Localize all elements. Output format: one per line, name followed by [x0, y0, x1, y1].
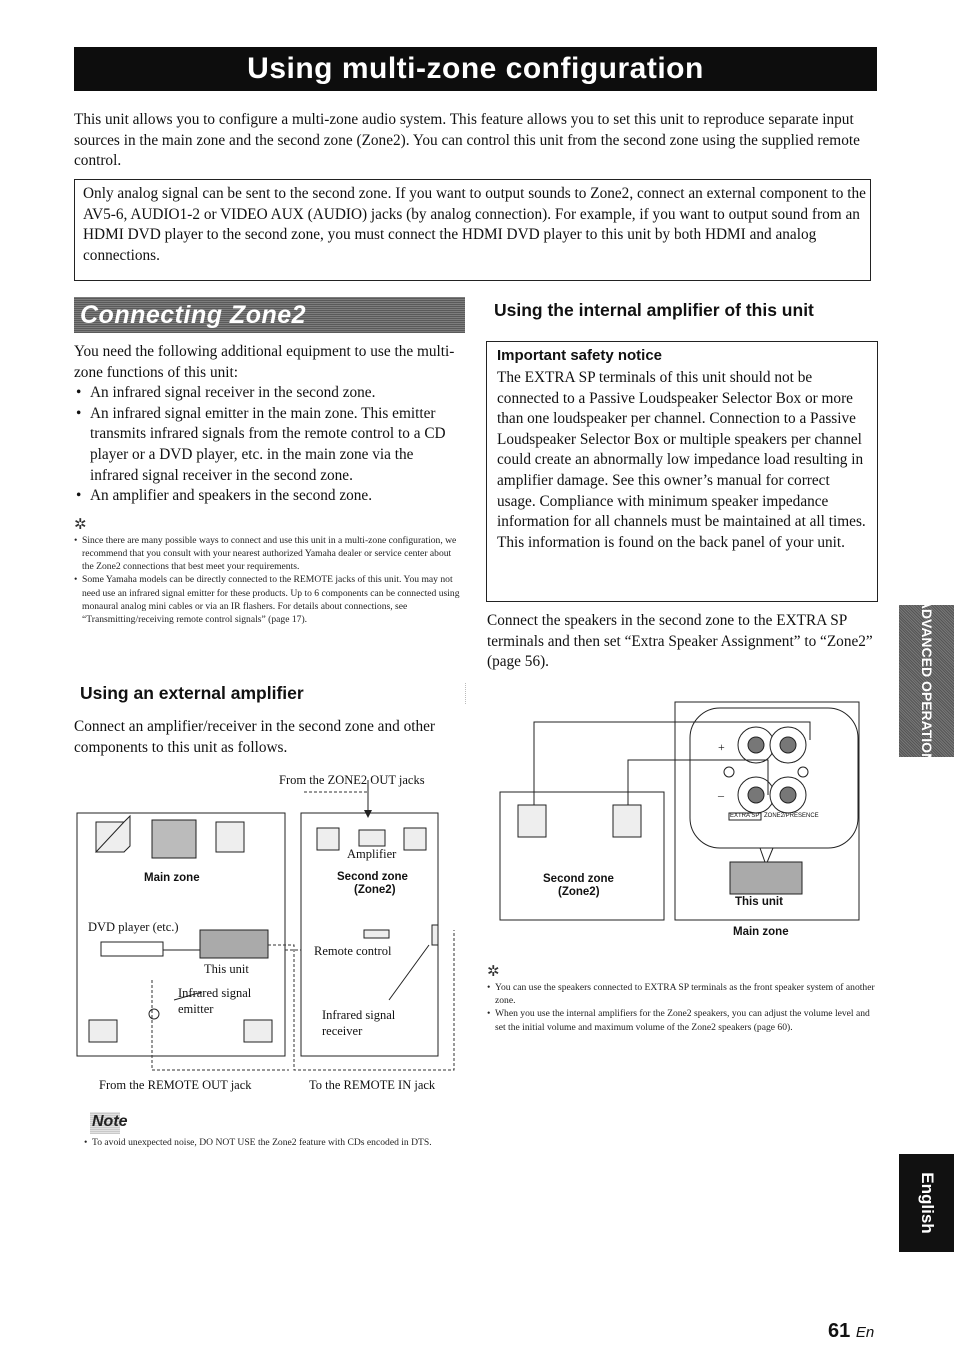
label-remote-control: Remote control — [314, 944, 392, 958]
page-number — [828, 1320, 874, 1343]
external-diagram-lines — [74, 770, 459, 1100]
tip-item: • Some Yamaha models can be directly connected to the REMOTE jacks of this unit. You may not need use an infrared signal emitter for these products. Up to 6 components can be connected using monaural analog mini cables or via an IR flashers. For details about connections, see “Transmitting/receiving remote control signals” (page 17). — [74, 573, 462, 626]
label-second-zone-sub: (Zone2) — [354, 884, 396, 896]
label-dvd-player: DVD player (etc.) — [88, 920, 179, 934]
terminal-sublabel: ZONE2/PRESENCE — [764, 813, 819, 819]
label-main-zone: Main zone — [144, 872, 200, 884]
intro-paragraph: This unit allows you to configure a multi-zone audio system. This feature allows you to set this unit to reproduce separate input sources in the main zone and the second zone (Zone2). You can control this unit from the second zone using the supplied remote control. — [74, 111, 860, 170]
side-tab-english — [899, 1154, 954, 1252]
label-second-zone-right-sub: (Zone2) — [558, 886, 600, 898]
note-label-text: Note — [92, 1113, 128, 1130]
page-number-value: 61 — [828, 1320, 851, 1342]
terminal-plus: + — [718, 740, 725, 754]
external-amplifier-diagram — [74, 770, 459, 1100]
note-badge — [90, 1112, 128, 1134]
label-ir-emitter-1: Infrared signal — [178, 986, 252, 1000]
safety-notice-text: The EXTRA SP terminals of this unit should not be connected to a Passive Loudspeaker Selector Box or more than one loudspeaker per channel. Connection to a Passive Loudspeaker Selector Box or multiple speakers per channel could create an abnormally low impedance load resulting in amplifier damage. See this owner’s manual for correct usage. Compliance with minimum speaker impedance information for all channels must be maintained at all times. This information is found on the back panel of your unit. — [497, 369, 866, 551]
label-this-unit: This unit — [204, 962, 249, 976]
label-main-zone-right: Main zone — [733, 926, 789, 938]
side-tab-advanced-operation — [899, 598, 954, 764]
section-heading-connecting-zone2 — [74, 297, 465, 333]
page-number-suffix: En — [855, 1324, 875, 1341]
internal-tips — [487, 962, 877, 1034]
internal-tips-list — [487, 981, 877, 1034]
note-item: • To avoid unexpected noise, DO NOT USE the Zone2 feature with CDs encoded in DTS. — [84, 1136, 459, 1149]
label-second-zone-right: Second zone — [543, 873, 614, 885]
list-item: • An amplifier and speakers in the second zone. — [74, 486, 462, 507]
side-tab-english-text: English — [917, 1172, 937, 1234]
tip-item: • Since there are many possible ways to connect and use this unit in a multi-zone configuration, we recommend that you consult with your nearest authorized Yamaha dealer or service center about the Zone2 connections that best meet your requirements. — [74, 534, 462, 574]
section-heading-text: Connecting Zone2 — [80, 300, 307, 329]
internal-amplifier-diagram — [498, 700, 863, 945]
label-ir-emitter-2: emitter — [178, 1002, 214, 1016]
external-amplifier-text: Connect an amplifier/receiver in the second zone and other components to this unit as follows. — [74, 718, 436, 756]
label-to-remote-in: To the REMOTE IN jack — [309, 1078, 436, 1092]
speaker-connection-text: Connect the speakers in the second zone to the EXTRA SP terminals and then set “Extra Speaker Assignment” to “Zone2” (page 56). — [487, 612, 873, 671]
page-title — [74, 47, 877, 91]
tip-icon: ✲ — [487, 964, 500, 980]
tip-item: • When you use the internal amplifiers for the Zone2 speakers, you can adjust the volume level and set the initial volume and maximum volume of the Zone2 speakers (page 60). — [487, 1007, 877, 1033]
safety-notice-title: Important safety notice — [497, 347, 663, 364]
label-ir-receiver-2: receiver — [322, 1024, 363, 1038]
page-title-text: Using multi-zone configuration — [247, 52, 704, 85]
label-from-zone2: From the ZONE2 OUT jacks — [279, 773, 425, 787]
label-amplifier: Amplifier — [347, 847, 397, 861]
equipment-list — [74, 383, 462, 507]
connecting-tips — [74, 534, 462, 626]
subheading-internal-amplifier: Using the internal amplifier of this unit — [494, 300, 814, 320]
terminal-minus: – — [718, 788, 724, 802]
tip-icon: ✲ — [74, 516, 87, 533]
subheading-external-amplifier: Using an external amplifier — [80, 683, 466, 704]
tip-item: • You can use the speakers connected to EXTRA SP terminals as the front speaker system of another zone. — [487, 981, 877, 1007]
internal-diagram-lines — [498, 700, 863, 945]
label-second-zone: Second zone — [337, 871, 408, 883]
label-from-remote-out: From the REMOTE OUT jack — [99, 1078, 252, 1092]
analog-notice-text: Only analog signal can be sent to the second zone. If you want to output sounds to Zone2, connect an external component to the AV5-6, AUDIO1-2 or VIDEO AUX (AUDIO) jacks (by analog connection). For example, if you want to output sound from an HDMI DVD player to the second zone, you must connect the HDMI DVD player to this unit by both HDMI and analog connections. — [83, 185, 866, 264]
terminal-label: EXTRA SP — [730, 813, 760, 819]
label-ir-receiver-1: Infrared signal — [322, 1008, 396, 1022]
side-tab-advanced-text: ADVANCED OPERATION — [918, 598, 935, 764]
connecting-zone2-body — [74, 342, 462, 626]
note-list — [84, 1136, 459, 1149]
list-item: • An infrared signal receiver in the second zone. — [74, 383, 462, 404]
connecting-lead: You need the following additional equipment to use the multi-zone functions of this unit: — [74, 343, 455, 381]
label-this-unit-right: This unit — [735, 896, 783, 908]
list-item: • An infrared signal emitter in the main zone. This emitter transmits infrared signals from the remote control to a CD player or a DVD player, etc. in the main zone via the infrared signal receiver in the second zone. — [74, 404, 462, 486]
analog-notice-box — [74, 179, 871, 281]
